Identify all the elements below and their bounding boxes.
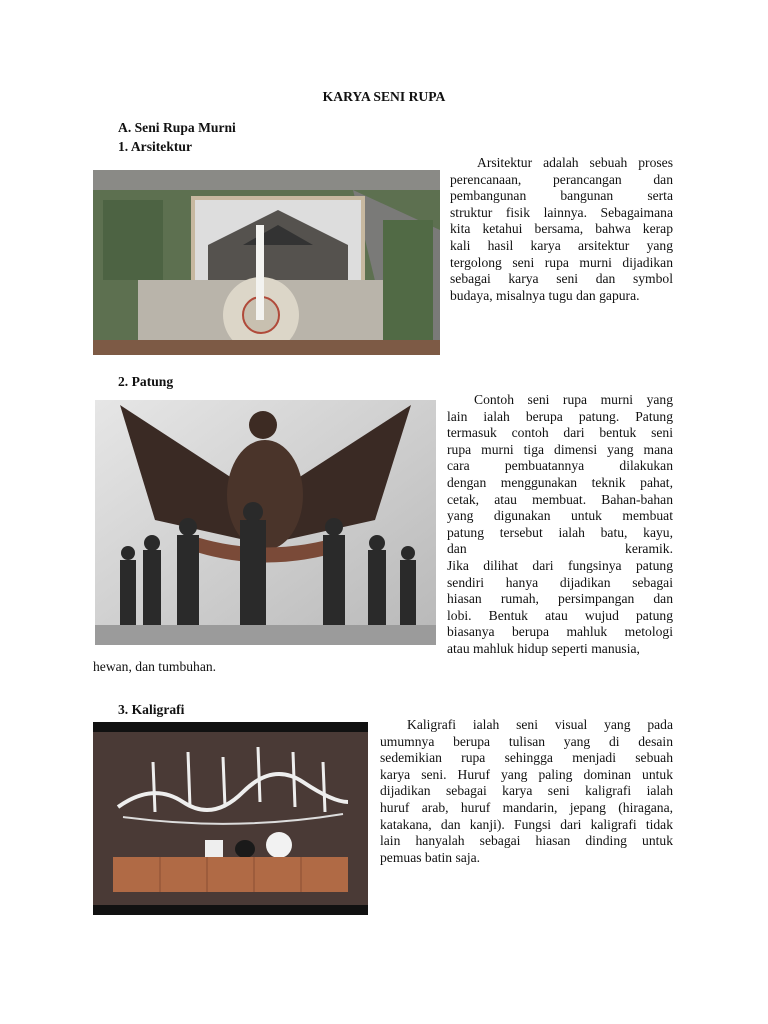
- text-line: Jika dilihat dari fungsinya patung: [447, 557, 673, 573]
- garuda-statue-photo: [95, 400, 436, 645]
- text-line: atau mahluk hidup seperti manusia,: [447, 640, 640, 656]
- paragraph-arsitektur: [450, 155, 673, 304]
- item-heading-kaligrafi: 3. Kaligrafi: [118, 702, 185, 717]
- text-line: sebagai karya seni dan symbol: [450, 271, 673, 287]
- text-line: kali hasil karya arsitektur yang: [450, 237, 673, 253]
- text-line: budaya, misalnya tugu dan gapura.: [450, 287, 640, 303]
- text-line: pembangunan bangunan serta: [450, 188, 673, 204]
- text-line: Kaligrafi ialah seni visual yang pada: [407, 717, 673, 732]
- item-heading-patung: 2. Patung: [118, 374, 174, 389]
- paragraph-patung: [447, 392, 673, 658]
- text-line: pemuas batin saja.: [380, 849, 481, 865]
- text-line: hiasan rumah, persimpangan dan: [447, 591, 673, 607]
- text-line: kita ketahui bersama, bahwa kerap: [450, 221, 673, 237]
- text-line: karya seni. Huruf yang paling dominan untuk: [380, 766, 673, 782]
- text-line: lain ialah berupa patung. Patung: [447, 408, 673, 424]
- text-line: cetak, atau membuat. Bahan-bahan: [447, 491, 673, 507]
- text-line: biasanya berupa mahluk metologi: [447, 624, 673, 640]
- text-line: dan keramik.: [447, 541, 673, 557]
- page-title: KARYA SENI RUPA: [322, 89, 446, 104]
- text-line: struktur fisik lainnya. Sebagaimana: [450, 204, 673, 220]
- text-line: cara pembuatannya dilakukan: [447, 458, 673, 474]
- text-line: lobi. Bentuk atau wujud patung: [447, 607, 673, 623]
- paragraph-kaligrafi: [380, 717, 673, 866]
- text-line: rupa murni tiga dimensi yang mana: [447, 441, 673, 457]
- text-line: sedemikian rupa sehingga menjadi sebuah: [380, 750, 673, 766]
- text-line: huruf arab, huruf mandarin, jepang (hiragana,: [380, 799, 673, 815]
- text-line: katakana, dan kanji). Fungsi dari kaligrafi tidak: [380, 816, 673, 832]
- text-line: dengan menggunakan teknik pahat,: [447, 474, 673, 490]
- text-line: sendiri hanya dijadikan sebagai: [447, 574, 673, 590]
- text-line: tergolong seni rupa murni dijadikan: [450, 254, 673, 270]
- arabic-calligraphy-wall-photo: [93, 722, 368, 915]
- text-line: dijadikan sebagai karya seni kaligrafi ialah: [380, 783, 673, 799]
- text-line: termasuk contoh dari bentuk seni: [447, 425, 673, 441]
- text-line: yang digunakan untuk membuat: [447, 508, 673, 524]
- text-line: perencanaan, perancangan dan: [450, 171, 673, 187]
- text-line: umumnya berupa tulisan yang di desain: [380, 733, 673, 749]
- text-line: patung tersebut ialah batu, kayu,: [447, 524, 673, 540]
- monument-aerial-photo: [93, 170, 440, 355]
- section-heading: A. Seni Rupa Murni: [118, 120, 236, 135]
- text-line: Contoh seni rupa murni yang: [474, 392, 673, 407]
- text-line: lain hanyalah sebagai hiasan dinding untuk: [380, 833, 673, 849]
- item-heading-arsitektur: 1. Arsitektur: [118, 139, 193, 154]
- paragraph-patung-continuation: hewan, dan tumbuhan.: [93, 659, 217, 674]
- text-line: Arsitektur adalah sebuah proses: [477, 155, 673, 170]
